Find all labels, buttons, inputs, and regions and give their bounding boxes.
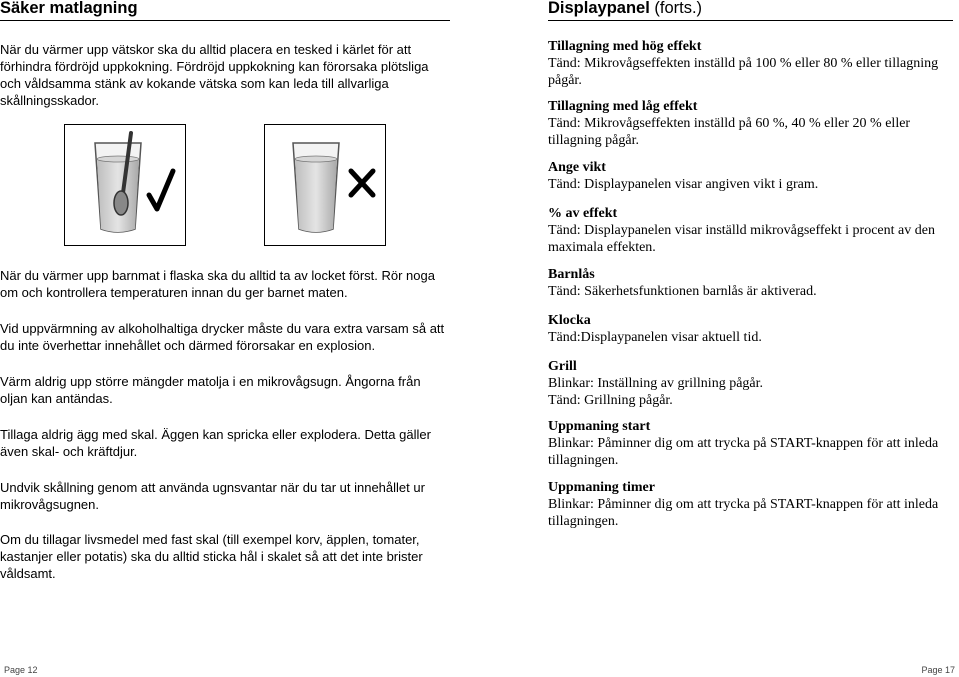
item-text: Tänd: Displaypanelen visar angiven vikt i gram. xyxy=(548,177,819,192)
item-text: Tänd: Mikrovågseffekten inställd på 60 %, 40 % eller 20 % eller tillagning pågår. xyxy=(548,116,911,148)
item-enter-weight xyxy=(548,159,953,193)
pierce-skin-paragraph: Om du tillagar livsmedel med fast skal (till exempel korv, äpplen, tomater, kastanjer eller potatis) ska du alltid sticka hål i skalet så att det inte brister våldsamt. xyxy=(0,532,423,581)
item-percent-power xyxy=(548,205,953,256)
item-label: Uppmaning start xyxy=(548,419,651,434)
page-title-display-panel xyxy=(548,0,953,21)
intro-paragraph: När du värmer upp vätskor ska du alltid placera en tesked i kärlet för att förhindra fördröjd uppkokning. Fördröjd uppkokning kan förorsaka plötsliga och våldsamma stänk av kokande vätska som kan leda till allvarliga skållningsskador. xyxy=(0,42,429,108)
footer-page-right: Page 17 xyxy=(921,665,955,675)
page-title-safe-cooking: Säker matlagning xyxy=(0,0,450,21)
item-text: Blinkar: Inställning av grillning pågår. xyxy=(548,376,764,391)
item-text: Blinkar: Påminner dig om att trycka på START-knappen för att inleda tillagningen. xyxy=(548,497,939,529)
item-text: Tänd: Displaypanelen visar inställd mikrovågseffekt i procent av den maximala effekten. xyxy=(548,223,935,255)
item-child-lock xyxy=(548,266,953,300)
title-bold: Displaypanel xyxy=(548,0,650,17)
item-low-power xyxy=(548,98,953,149)
item-grill xyxy=(548,358,953,409)
item-label: Barnlås xyxy=(548,267,595,282)
item-label: Tillagning med hög effekt xyxy=(548,39,702,54)
item-label: Ange vikt xyxy=(548,160,606,175)
title-rest: (forts.) xyxy=(649,0,703,17)
item-label: Grill xyxy=(548,359,577,374)
item-timer-reminder xyxy=(548,479,953,530)
item-high-power xyxy=(548,38,953,89)
oven-gloves-paragraph: Undvik skållning genom att använda ugnsvantar när du tar ut innehållet ur mikrovågsugnen. xyxy=(0,480,425,512)
item-clock xyxy=(548,312,953,346)
item-start-reminder xyxy=(548,418,953,469)
alcohol-paragraph: Vid uppvärmning av alkoholhaltiga drycker måste du vara extra varsam så att du inte överhettar innehållet och därmed förorsakar en explosion. xyxy=(0,321,445,353)
item-text: Tänd: Säkerhetsfunktionen barnlås är aktiverad. xyxy=(548,284,817,299)
item-text: Tänd:Displaypanelen visar aktuell tid. xyxy=(548,330,762,345)
glass-without-spoon-cross-icon xyxy=(264,124,386,246)
item-label: Uppmaning timer xyxy=(548,480,655,495)
item-text: Tänd: Mikrovågseffekten inställd på 100 % eller 80 % eller tillagning pågår. xyxy=(548,56,939,88)
cooking-oil-paragraph: Värm aldrig upp större mängder matolja i en mikrovågsugn. Ångorna från oljan kan antändas. xyxy=(0,374,421,406)
footer-page-left: Page 12 xyxy=(4,665,38,675)
item-label: Tillagning med låg effekt xyxy=(548,99,698,114)
item-label: % av effekt xyxy=(548,206,618,221)
eggs-paragraph: Tillaga aldrig ägg med skal. Äggen kan spricka eller explodera. Detta gäller även skal- och kräftdjur. xyxy=(0,427,431,459)
item-text: Blinkar: Påminner dig om att trycka på START-knappen för att inleda tillagningen. xyxy=(548,436,939,468)
item-label: Klocka xyxy=(548,313,591,328)
spoon-in-glass-figure xyxy=(64,124,384,246)
glass-with-spoon-check-icon xyxy=(64,124,186,246)
item-text-2: Tänd: Grillning pågår. xyxy=(548,393,673,408)
baby-food-paragraph: När du värmer upp barnmat i flaska ska du alltid ta av locket först. Rör noga om och kontrollera temperaturen innan du ger barnet maten. xyxy=(0,268,435,300)
